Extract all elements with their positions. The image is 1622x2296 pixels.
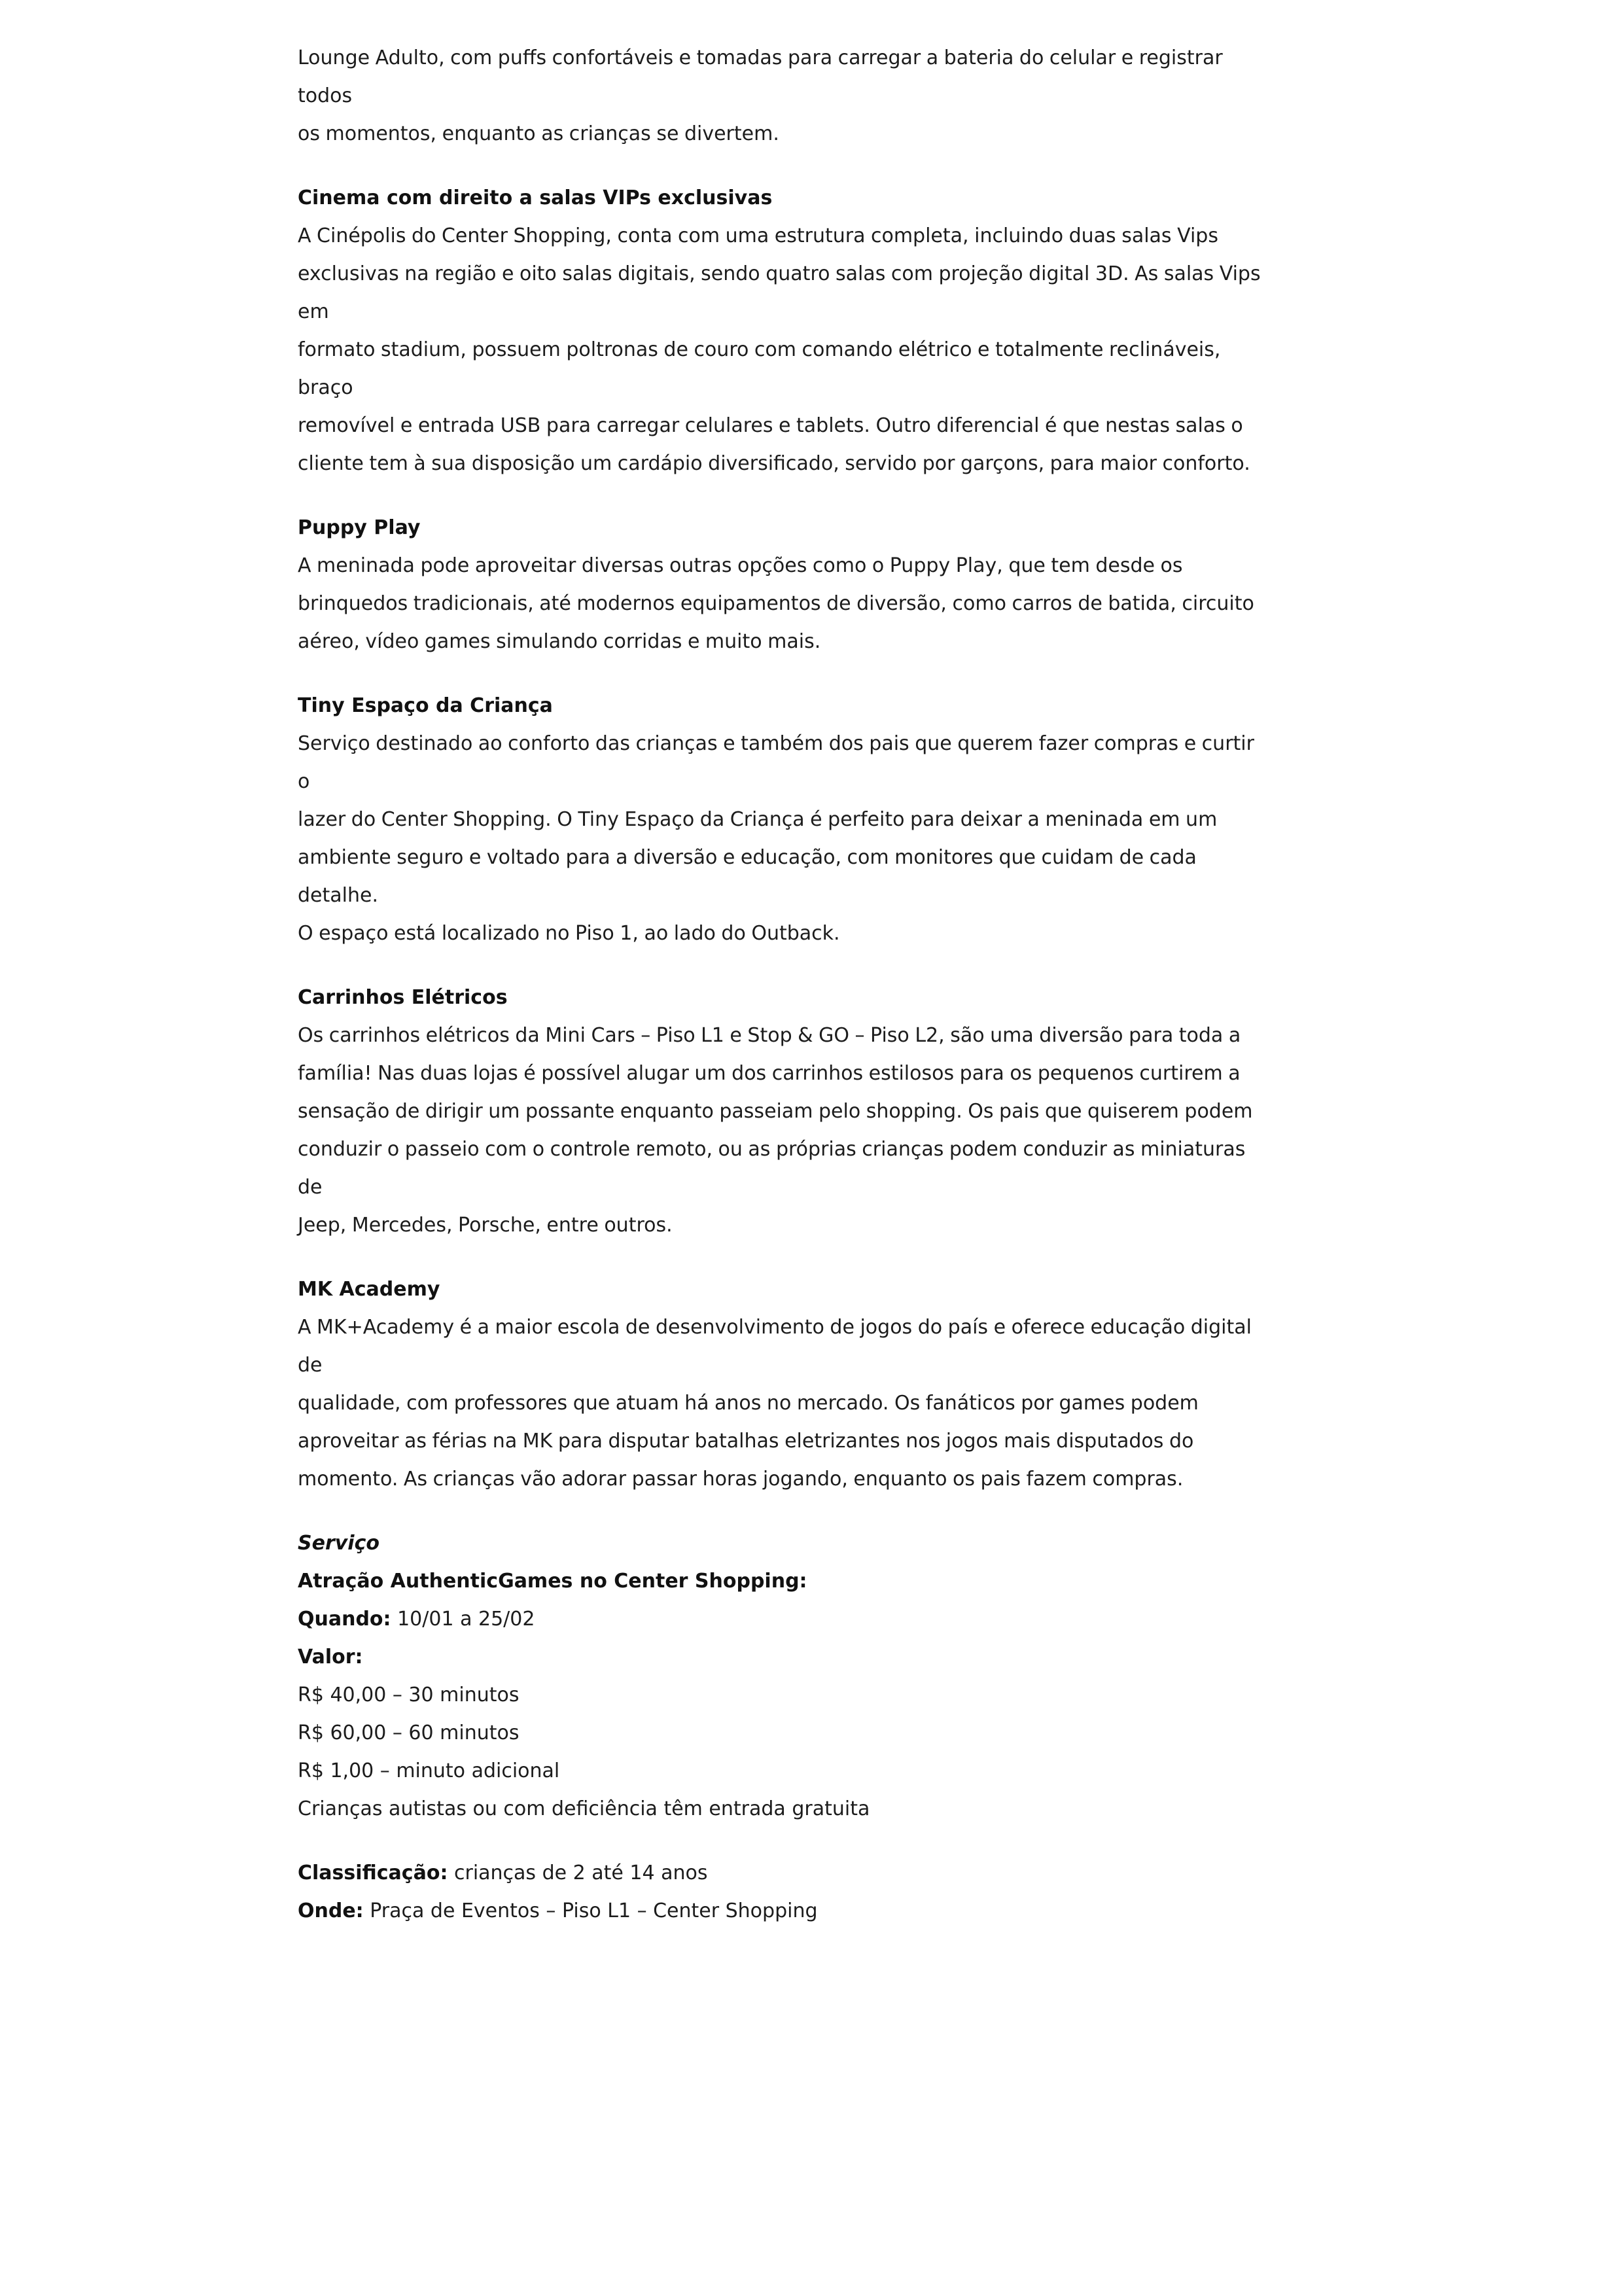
where-line — [298, 1892, 1266, 1930]
text-line: removível e entrada USB para carregar celulares e tablets. Outro diferencial é que nestas salas o — [298, 414, 1243, 437]
price-item: R$ 1,00 – minuto adicional — [298, 1759, 560, 1782]
text-line: Os carrinhos elétricos da Mini Cars – Piso L1 e Stop & GO – Piso L2, são uma diversão para toda a — [298, 1024, 1241, 1047]
text-line: brinquedos tradicionais, até modernos equipamentos de diversão, como carros de batida, circuito — [298, 592, 1254, 615]
attraction-title: Atração AuthenticGames no Center Shopping: — [298, 1570, 807, 1593]
section-heading: Carrinhos Elétricos — [298, 986, 508, 1009]
classification-line — [298, 1854, 1266, 1892]
text-line: ambiente seguro e voltado para a diversão e educação, com monitores que cuidam de cada detalhe. — [298, 846, 1197, 907]
section-heading: Puppy Play — [298, 516, 421, 539]
section-cinema — [298, 179, 1266, 483]
text-line: A MK+Academy é a maior escola de desenvolvimento de jogos do país e oferece educação digital de — [298, 1316, 1252, 1377]
text-line: Serviço destinado ao conforto das crianças e também dos pais que querem fazer compras e curtir o — [298, 732, 1254, 793]
price-item: R$ 60,00 – 60 minutos — [298, 1722, 520, 1744]
service-info — [298, 1525, 1266, 1930]
where-value: Praça de Eventos – Piso L1 – Center Shopping — [363, 1899, 818, 1922]
section-heading: Cinema com direito a salas VIPs exclusivas — [298, 186, 773, 209]
section-mk-academy — [298, 1271, 1266, 1498]
text-line: A Cinépolis do Center Shopping, conta com uma estrutura completa, incluindo duas salas Vips — [298, 224, 1218, 247]
section-heading: Tiny Espaço da Criança — [298, 694, 553, 717]
intro-paragraph — [298, 39, 1266, 153]
service-heading: Serviço — [298, 1532, 379, 1555]
text-line: O espaço está localizado no Piso 1, ao lado do Outback. — [298, 922, 840, 945]
section-heading: MK Academy — [298, 1278, 440, 1301]
text-line: exclusivas na região e oito salas digitais, sendo quatro salas com projeção digital 3D. As salas Vips em — [298, 262, 1261, 323]
text-line: aproveitar as férias na MK para disputar batalhas eletrizantes nos jogos mais disputados do — [298, 1430, 1194, 1453]
when-value: 10/01 a 25/02 — [391, 1608, 535, 1631]
text-line: A meninada pode aproveitar diversas outras opções como o Puppy Play, que tem desde os — [298, 554, 1183, 577]
text-line: cliente tem à sua disposição um cardápio diversificado, servido por garçons, para maior conforto. — [298, 452, 1250, 475]
when-label: Quando: — [298, 1608, 391, 1631]
section-carrinhos — [298, 979, 1266, 1245]
text-line: formato stadium, possuem poltronas de couro com comando elétrico e totalmente reclináveis, braço — [298, 338, 1221, 399]
text-line: conduzir o passeio com o controle remoto, ou as próprias crianças podem conduzir as miniaturas de — [298, 1138, 1246, 1199]
where-label: Onde: — [298, 1899, 364, 1922]
section-tiny — [298, 687, 1266, 953]
text-line: família! Nas duas lojas é possível alugar um dos carrinhos estilosos para os pequenos curtirem a — [298, 1062, 1241, 1085]
classification-label: Classificação: — [298, 1862, 448, 1884]
when-line — [298, 1600, 1266, 1638]
text-line: qualidade, com professores que atuam há anos no mercado. Os fanáticos por games podem — [298, 1392, 1199, 1415]
text-line: aéreo, vídeo games simulando corridas e muito mais. — [298, 630, 821, 653]
price-item: R$ 40,00 – 30 minutos — [298, 1684, 520, 1706]
classification-value: crianças de 2 até 14 anos — [448, 1862, 708, 1884]
text-line: os momentos, enquanto as crianças se divertem. — [298, 122, 779, 145]
text-line: Lounge Adulto, com puffs confortáveis e tomadas para carregar a bateria do celular e registrar todos — [298, 46, 1223, 107]
text-line: sensação de dirigir um possante enquanto passeiam pelo shopping. Os pais que quiserem podem — [298, 1100, 1253, 1123]
section-puppy-play — [298, 509, 1266, 661]
free-entry-note: Crianças autistas ou com deficiência têm entrada gratuita — [298, 1797, 870, 1820]
price-label: Valor: — [298, 1646, 363, 1669]
text-line: Jeep, Mercedes, Porsche, entre outros. — [298, 1214, 673, 1237]
text-line: momento. As crianças vão adorar passar horas jogando, enquanto os pais fazem compras. — [298, 1468, 1184, 1491]
text-line: lazer do Center Shopping. O Tiny Espaço da Criança é perfeito para deixar a meninada em um — [298, 808, 1218, 831]
article-body — [298, 39, 1266, 1930]
